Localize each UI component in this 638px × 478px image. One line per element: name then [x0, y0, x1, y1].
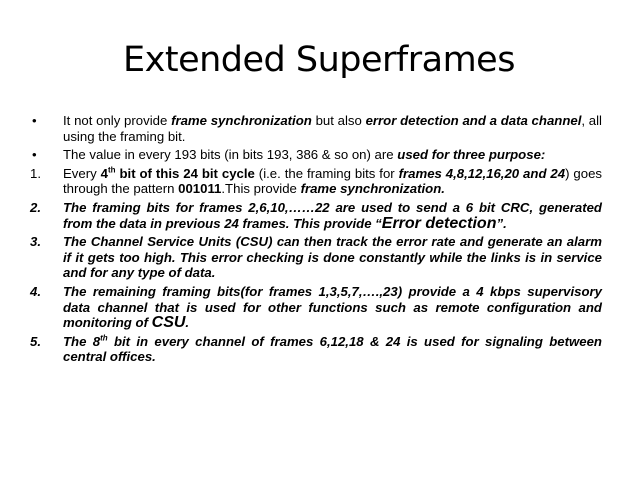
emphasis-text: bit of this 24 bit cycle [115, 165, 255, 181]
item-number: 3. [30, 234, 41, 250]
item-text: The Channel Service Units (CSU) can then track the error rate and generate an alarm if it gets too high. This error checking is done constantly while the links is in service and for any type of data. [63, 234, 602, 281]
emphasis-text: frame synchronization. [300, 181, 445, 197]
slide-title: Extended Superframes [123, 40, 515, 80]
emphasis-text: frame synchronization [171, 113, 312, 128]
bullet-item-frame-functions [30, 113, 602, 144]
item-text: bit in every channel of frames 6,12,18 & 24 is used for signaling between central offices. [63, 333, 602, 365]
slide-body [30, 113, 602, 368]
bullet-text: It not only provide [63, 113, 172, 128]
item-text: ”. [496, 215, 507, 231]
numbered-item-5 [30, 334, 602, 365]
item-number: 1. [30, 165, 41, 181]
item-text: The 8 [63, 333, 101, 349]
numbered-item-3 [30, 234, 602, 281]
numbered-item-2 [30, 200, 602, 231]
superscript-text: th [100, 333, 108, 343]
bullet-marker: • [32, 113, 37, 128]
numbered-item-1 [30, 166, 602, 197]
item-text: ) goes through the pattern [63, 165, 603, 197]
superscript-text: th [107, 165, 116, 175]
bullet-text: The value in every 193 bits (in bits 193, 386 & so on) are [63, 147, 398, 163]
bullet-item-three-purposes [30, 147, 602, 163]
item-number: 5. [30, 333, 41, 349]
numbered-item-4 [30, 284, 602, 331]
emphasis-text: 001011 [178, 181, 222, 197]
item-number: 4. [30, 283, 41, 299]
item-text: The remaining framing bits(for frames 1,3,5,7,….,23) provide a 4 kbps supervisory data channel that is used for other functions such as remote configuration and monitoring of [63, 283, 602, 331]
emphasis-text: Error detection [381, 214, 497, 232]
emphasis-text: used for three purpose: [397, 147, 546, 163]
item-text: Every [63, 165, 101, 181]
item-text: (i.e. the framing bits for [254, 165, 399, 181]
item-text: .This provide [221, 181, 301, 197]
emphasis-text: CSU [151, 314, 186, 332]
item-number: 2. [30, 199, 41, 215]
bullet-text: , all using the framing bit. [63, 113, 602, 144]
item-text: The framing bits for frames 2,6,10,……22 are used to send a 6 bit CRC, generated from the data in previous 24 frames. This provide “ [63, 199, 602, 231]
emphasis-text: 4 [100, 165, 108, 181]
bullet-marker: • [32, 147, 37, 163]
emphasis-text: error detection and a data channel [365, 113, 582, 128]
emphasis-text: frames 4,8,12,16,20 and 24 [398, 165, 566, 181]
item-text: . [185, 315, 190, 331]
bullet-text: but also [311, 113, 366, 128]
